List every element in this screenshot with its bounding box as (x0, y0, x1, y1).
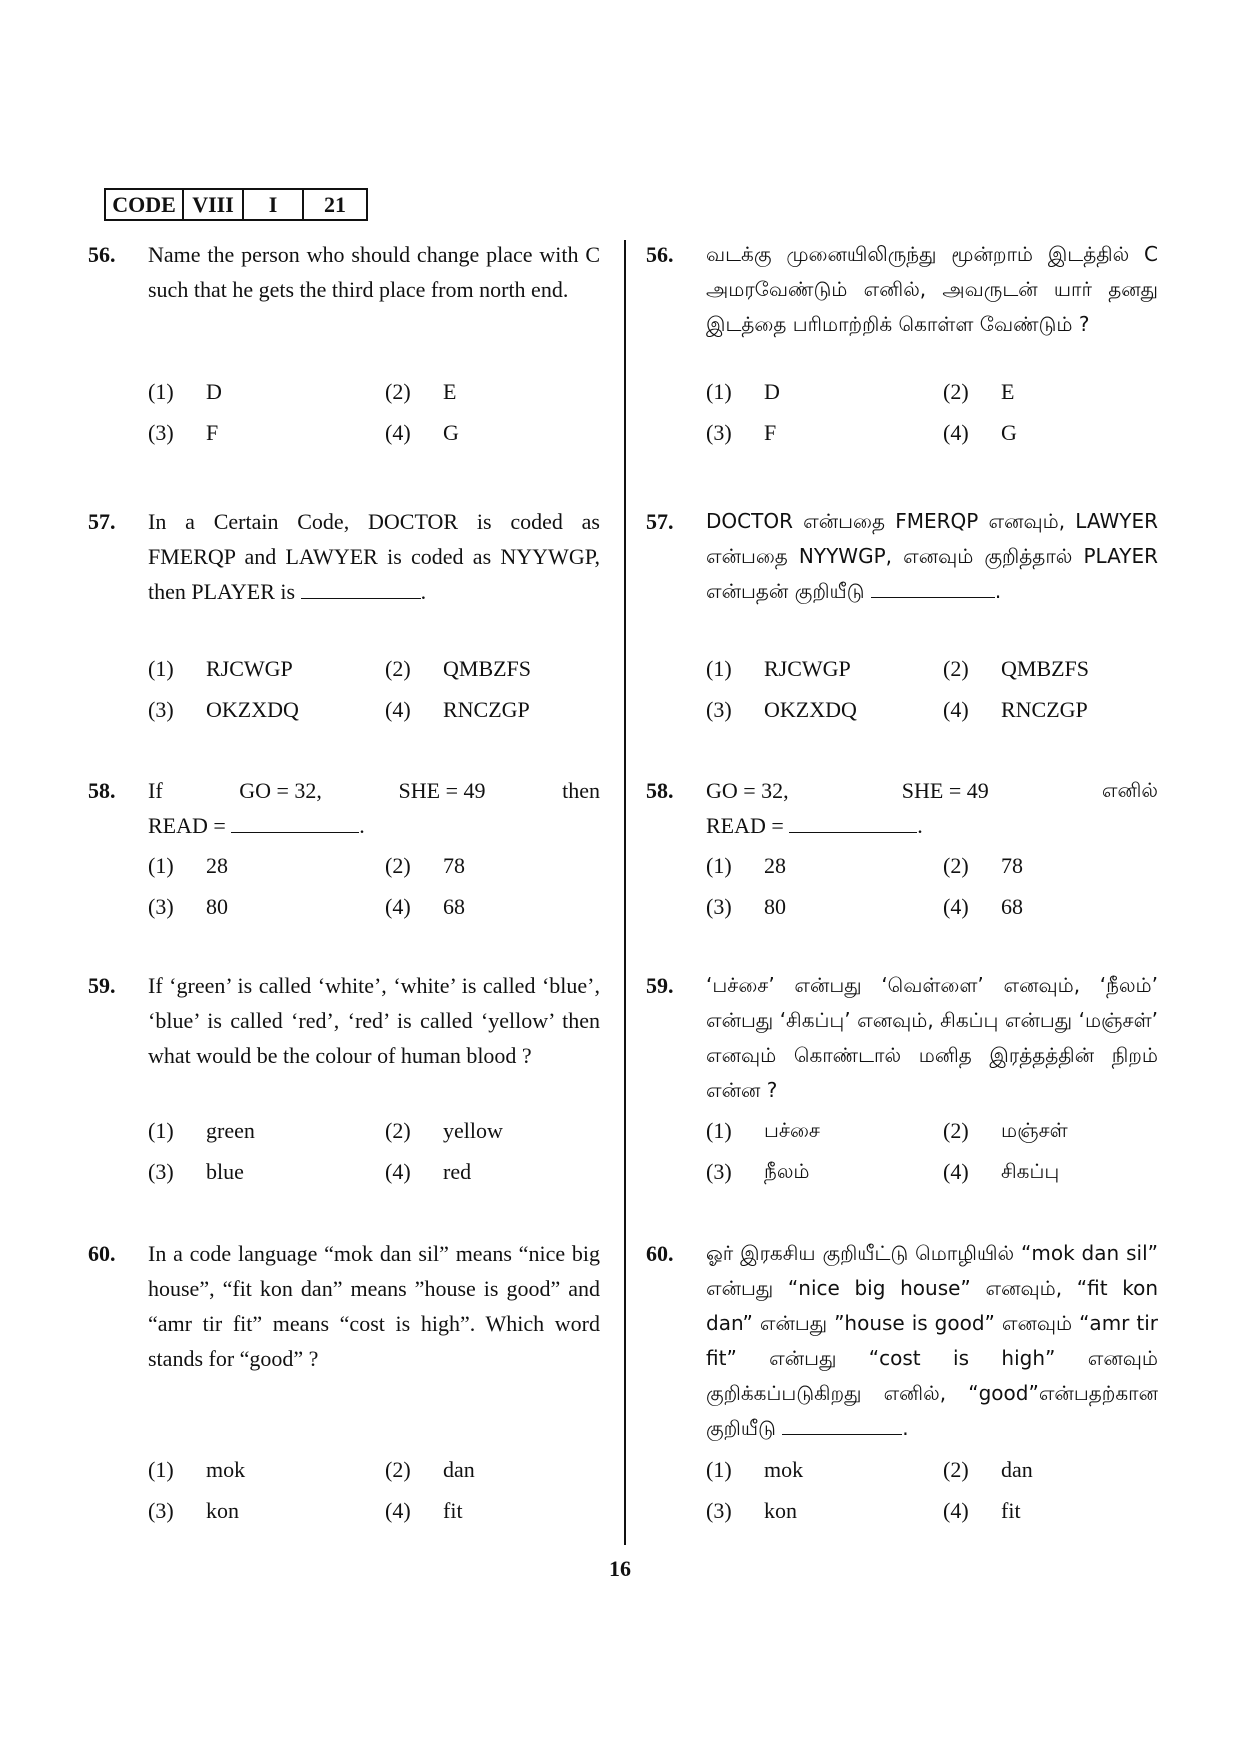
exam-code-box (104, 188, 368, 221)
option-3-value[interactable]: நீலம் (764, 1159, 810, 1183)
question-text: வடக்கு முனையிலிருந்து மூன்றாம் இடத்தில் C அமரவேண்டும் எனில், அவருடன் யார் தனது இடத்தை பரிமாற்றிக் கொள்ள வேண்டும் ? (706, 242, 1158, 336)
options (706, 848, 1158, 930)
option-4-value[interactable]: fit (443, 1498, 463, 1523)
question-number: 57. (646, 509, 674, 534)
options (706, 1452, 1158, 1534)
options (706, 1113, 1158, 1195)
option-3-value[interactable]: OKZXDQ (206, 697, 299, 722)
option-1-value[interactable]: mok (206, 1457, 246, 1482)
option-1-number: (1) (148, 1118, 174, 1143)
option-4-number: (4) (943, 420, 969, 445)
question-number: 59. (88, 973, 116, 998)
option-3-value[interactable]: kon (206, 1498, 239, 1523)
option-4-number: (4) (385, 697, 411, 722)
answer-blank (789, 814, 917, 833)
option-4-value[interactable]: RNCZGP (1001, 697, 1088, 722)
option-3-value[interactable]: kon (764, 1498, 797, 1523)
option-3-value[interactable]: OKZXDQ (764, 697, 857, 722)
option-4-value[interactable]: fit (1001, 1498, 1021, 1523)
option-1-value[interactable]: D (764, 379, 780, 404)
option-3-number: (3) (148, 894, 174, 919)
option-2-number: (2) (943, 379, 969, 404)
option-2-value[interactable]: E (443, 379, 457, 404)
question-number: 58. (646, 778, 674, 803)
option-4-value[interactable]: சிகப்பு (1001, 1159, 1060, 1183)
options (706, 651, 1158, 733)
option-2-number: (2) (943, 1118, 969, 1143)
option-2-value[interactable]: QMBZFS (1001, 656, 1090, 681)
answer-blank (782, 1416, 902, 1435)
option-1-value[interactable]: RJCWGP (206, 656, 293, 681)
question-text: If GO = 32, SHE = 49 then READ = . (148, 778, 600, 838)
option-1-value[interactable]: பச்சை (764, 1118, 820, 1142)
option-3-number: (3) (706, 420, 732, 445)
option-4-value[interactable]: 68 (1001, 894, 1023, 919)
options (148, 651, 600, 733)
option-3-number: (3) (706, 894, 732, 919)
option-2-value[interactable]: QMBZFS (443, 656, 532, 681)
option-4-value[interactable]: 68 (443, 894, 465, 919)
option-3-number: (3) (148, 1498, 174, 1523)
question-text: DOCTOR என்பதை FMERQP எனவும், LAWYER என்பதை NYYWGP, எனவும் குறித்தால் PLAYER என்பதன் குறியீடு . (706, 509, 1158, 603)
question-number: 60. (646, 1241, 674, 1266)
column-divider (624, 240, 626, 1545)
question-text: GO = 32, SHE = 49 எனில் READ = . (706, 778, 1158, 838)
answer-blank (301, 580, 421, 599)
option-2-value[interactable]: மஞ்சள் (1001, 1118, 1068, 1142)
option-1-number: (1) (706, 379, 732, 404)
options (148, 374, 600, 456)
option-1-value[interactable]: 28 (764, 853, 786, 878)
option-2-value[interactable]: 78 (1001, 853, 1023, 878)
option-3-number: (3) (706, 697, 732, 722)
option-4-number: (4) (385, 420, 411, 445)
option-2-value[interactable]: yellow (443, 1118, 503, 1143)
option-3-number: (3) (148, 1159, 174, 1184)
question-number: 58. (88, 778, 116, 803)
option-2-number: (2) (943, 656, 969, 681)
question-text: ‘பச்சை’ என்பது ‘வெள்ளை’ எனவும், ‘நீலம்’ என்பது ‘சிகப்பு’ எனவும், சிகப்பு என்பது ‘மஞ்சள்’ எனவும் கொண்டால் மனித இரத்தத்தின் நிறம் என்ன ? (706, 973, 1158, 1102)
option-2-value[interactable]: dan (1001, 1457, 1033, 1482)
option-3-value[interactable]: F (764, 420, 777, 445)
answer-blank (871, 579, 995, 598)
option-2-number: (2) (943, 853, 969, 878)
question-text: In a code language “mok dan sil” means “nice big house”, “fit kon dan” means ”house is good” and “amr tir fit” means “cost is high”. Which word stands for “good” ? (148, 1241, 600, 1371)
options (706, 374, 1158, 456)
option-4-value[interactable]: RNCZGP (443, 697, 530, 722)
option-4-number: (4) (943, 697, 969, 722)
question-number: 60. (88, 1241, 116, 1266)
option-4-number: (4) (385, 1498, 411, 1523)
question-number: 59. (646, 973, 674, 998)
option-4-value[interactable]: G (1001, 420, 1017, 445)
options (148, 1452, 600, 1534)
option-1-number: (1) (706, 1457, 732, 1482)
option-3-value[interactable]: blue (206, 1159, 244, 1184)
option-2-number: (2) (385, 656, 411, 681)
option-3-value[interactable]: F (206, 420, 219, 445)
code-paper: I (244, 190, 304, 219)
option-4-number: (4) (943, 1498, 969, 1523)
option-1-value[interactable]: RJCWGP (764, 656, 851, 681)
option-2-number: (2) (385, 1457, 411, 1482)
question-text: Name the person who should change place with C such that he gets the third place from north end. (148, 242, 600, 302)
question-text: If ‘green’ is called ‘white’, ‘white’ is called ‘blue’, ‘blue’ is called ‘red’, ‘red’ is called ‘yellow’ then what would be the colour of human blood ? (148, 973, 600, 1068)
option-1-number: (1) (148, 853, 174, 878)
answer-blank (231, 814, 359, 833)
option-1-value[interactable]: D (206, 379, 222, 404)
option-1-number: (1) (706, 1118, 732, 1143)
question-number: 56. (88, 242, 116, 267)
option-2-number: (2) (385, 1118, 411, 1143)
question-text: In a Certain Code, DOCTOR is coded as FMERQP and LAWYER is coded as NYYWGP, then PLAYER is . (148, 509, 600, 604)
code-label: CODE (106, 190, 184, 219)
option-4-value[interactable]: red (443, 1159, 472, 1184)
option-4-number: (4) (943, 894, 969, 919)
option-1-value[interactable]: 28 (206, 853, 228, 878)
option-4-number: (4) (385, 1159, 411, 1184)
option-2-value[interactable]: E (1001, 379, 1015, 404)
option-3-number: (3) (706, 1498, 732, 1523)
option-1-number: (1) (706, 656, 732, 681)
option-1-number: (1) (148, 656, 174, 681)
question-text: ஓர் இரகசிய குறியீட்டு மொழியில் “mok dan sil” என்பது “nice big house” எனவும், “fit kon dan” என்பது ”house is good” எனவும் “amr tir fit” என்பது “cost is high” எனவும் குறிக்கப்படுகிறது எனில், “good”என்பதற்கான குறியீடு . (706, 1241, 1158, 1440)
code-number: 21 (324, 192, 346, 217)
option-4-number: (4) (385, 894, 411, 919)
options (148, 1113, 600, 1195)
options (148, 848, 600, 930)
option-3-number: (3) (148, 420, 174, 445)
question-number: 56. (646, 242, 674, 267)
option-4-number: (4) (943, 1159, 969, 1184)
option-2-value[interactable]: dan (443, 1457, 475, 1482)
option-2-number: (2) (943, 1457, 969, 1482)
option-3-value[interactable]: 80 (206, 894, 228, 919)
option-3-number: (3) (148, 697, 174, 722)
page-number: 16 (609, 1556, 631, 1581)
option-1-value[interactable]: mok (764, 1457, 804, 1482)
option-1-number: (1) (706, 853, 732, 878)
option-1-number: (1) (148, 379, 174, 404)
option-3-number: (3) (706, 1159, 732, 1184)
code-roman: VIII (184, 190, 244, 219)
option-4-value[interactable]: G (443, 420, 459, 445)
option-2-number: (2) (385, 379, 411, 404)
option-1-value[interactable]: green (206, 1118, 255, 1143)
option-2-number: (2) (385, 853, 411, 878)
question-number: 57. (88, 509, 116, 534)
option-3-value[interactable]: 80 (764, 894, 786, 919)
option-1-number: (1) (148, 1457, 174, 1482)
option-2-value[interactable]: 78 (443, 853, 465, 878)
